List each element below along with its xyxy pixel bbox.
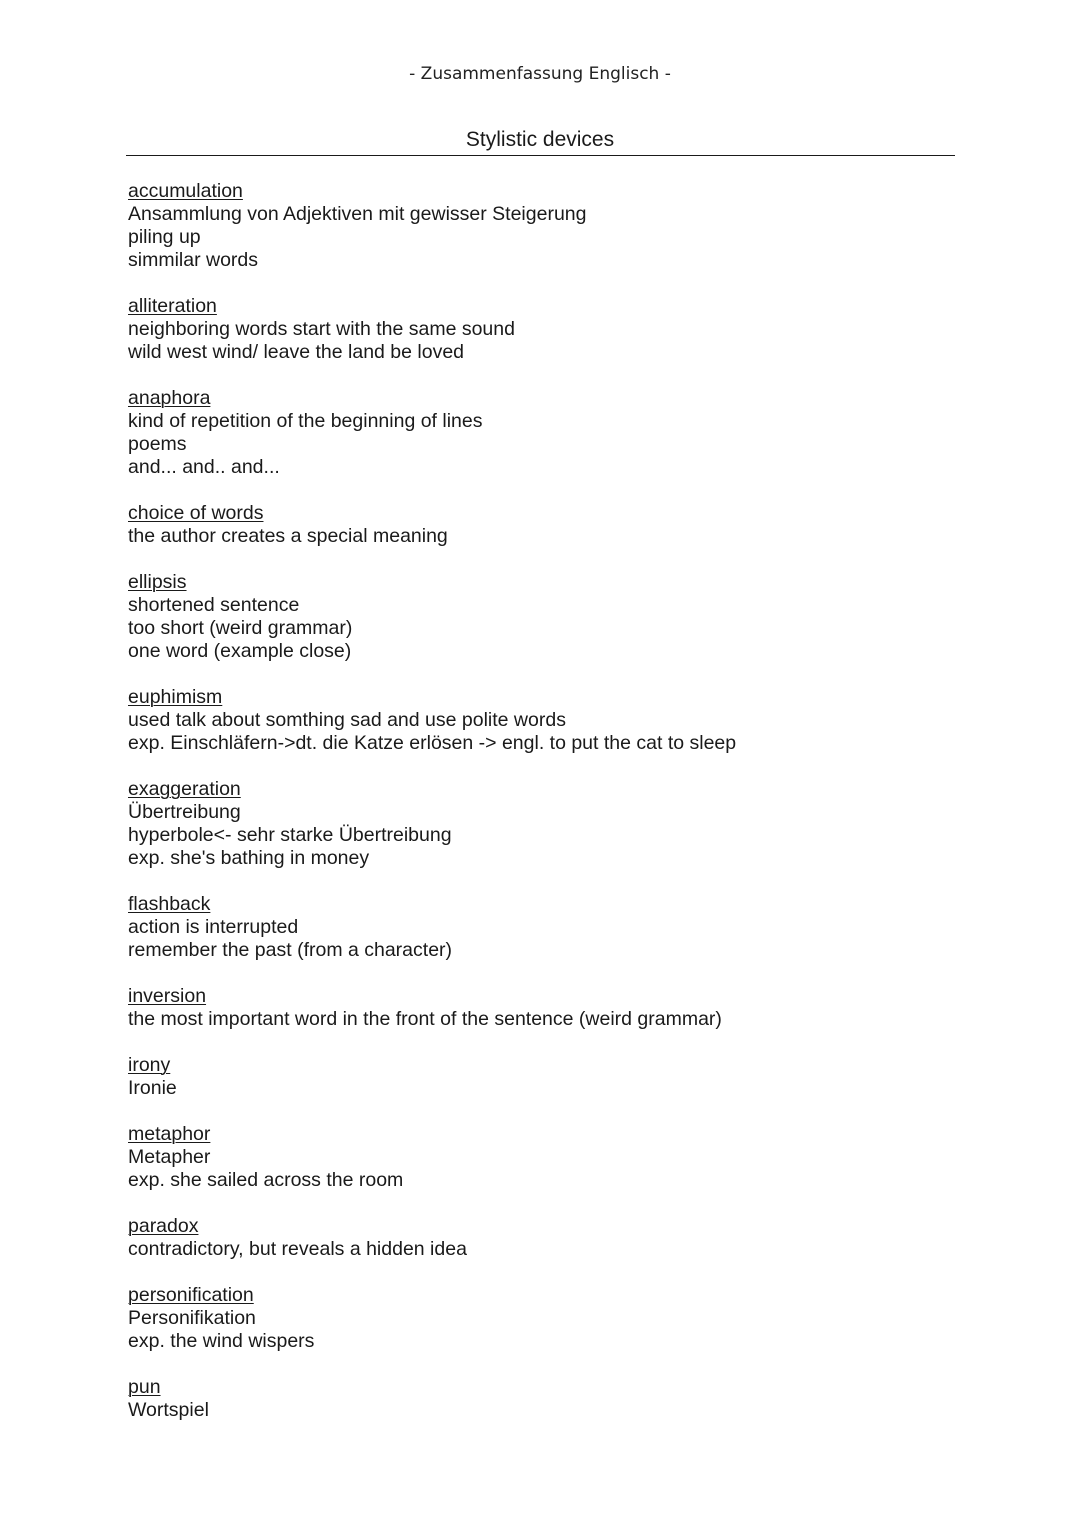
device-description-line: simmilar words <box>128 249 259 271</box>
device-entry <box>128 387 948 479</box>
device-description-line: kind of repetition of the beginning of lines <box>128 410 483 432</box>
device-entry <box>128 1376 948 1422</box>
device-term: flashback <box>128 893 211 915</box>
device-entry <box>128 778 948 870</box>
device-term: exaggeration <box>128 778 241 800</box>
device-description-line: and... and.. and... <box>128 456 280 478</box>
device-description-line: Ansammlung von Adjektiven mit gewisser Steigerung <box>128 203 587 225</box>
device-description-line: one word (example close) <box>128 640 352 662</box>
title-underline <box>126 155 955 156</box>
device-description-line: too short (weird grammar) <box>128 617 353 639</box>
device-list <box>128 180 948 1445</box>
device-entry <box>128 1215 948 1261</box>
device-description-line: the author creates a special meaning <box>128 525 448 547</box>
device-description-line: exp. the wind wispers <box>128 1330 315 1352</box>
device-description-line: Ironie <box>128 1077 177 1099</box>
device-description-line: Personifikation <box>128 1307 256 1329</box>
device-description-line: action is interrupted <box>128 916 299 938</box>
device-description-line: remember the past (from a character) <box>128 939 453 961</box>
device-description-line: neighboring words start with the same sound <box>128 318 515 340</box>
device-term: pun <box>128 1376 161 1398</box>
device-description-line: shortened sentence <box>128 594 300 616</box>
device-description-line: piling up <box>128 226 201 248</box>
device-description-line: exp. she's bathing in money <box>128 847 370 869</box>
device-entry <box>128 571 948 663</box>
device-term: choice of words <box>128 502 264 524</box>
device-description-line: Übertreibung <box>128 801 241 823</box>
device-term: anaphora <box>128 387 211 409</box>
device-entry <box>128 295 948 364</box>
device-term: metaphor <box>128 1123 211 1145</box>
device-entry <box>128 1123 948 1192</box>
device-entry <box>128 686 948 755</box>
device-entry <box>128 893 948 962</box>
device-entry <box>128 985 948 1031</box>
device-entry <box>128 180 948 272</box>
device-description-line: wild west wind/ leave the land be loved <box>128 341 465 363</box>
page-header: - Zusammenfassung Englisch - <box>409 64 671 84</box>
device-term: ellipsis <box>128 571 187 593</box>
device-entry <box>128 502 948 548</box>
device-entry <box>128 1054 948 1100</box>
device-description-line: exp. Einschläfern->dt. die Katze erlösen -> engl. to put the cat to sleep <box>128 732 737 754</box>
device-description-line: exp. she sailed across the room <box>128 1169 404 1191</box>
device-description-line: Metapher <box>128 1146 211 1168</box>
device-term: alliteration <box>128 295 217 317</box>
device-term: accumulation <box>128 180 243 202</box>
device-description-line: contradictory, but reveals a hidden idea <box>128 1238 467 1260</box>
device-entry <box>128 1284 948 1353</box>
device-term: paradox <box>128 1215 199 1237</box>
device-description-line: used talk about somthing sad and use polite words <box>128 709 566 731</box>
device-description-line: hyperbole<- sehr starke Übertreibung <box>128 824 452 846</box>
device-term: inversion <box>128 985 207 1007</box>
device-description-line: Wortspiel <box>128 1399 209 1421</box>
device-term: irony <box>128 1054 171 1076</box>
device-description-line: poems <box>128 433 187 455</box>
section-title: Stylistic devices <box>465 128 615 151</box>
device-term: personification <box>128 1284 254 1306</box>
device-description-line: the most important word in the front of the sentence (weird grammar) <box>128 1008 722 1030</box>
device-term: euphimism <box>128 686 223 708</box>
